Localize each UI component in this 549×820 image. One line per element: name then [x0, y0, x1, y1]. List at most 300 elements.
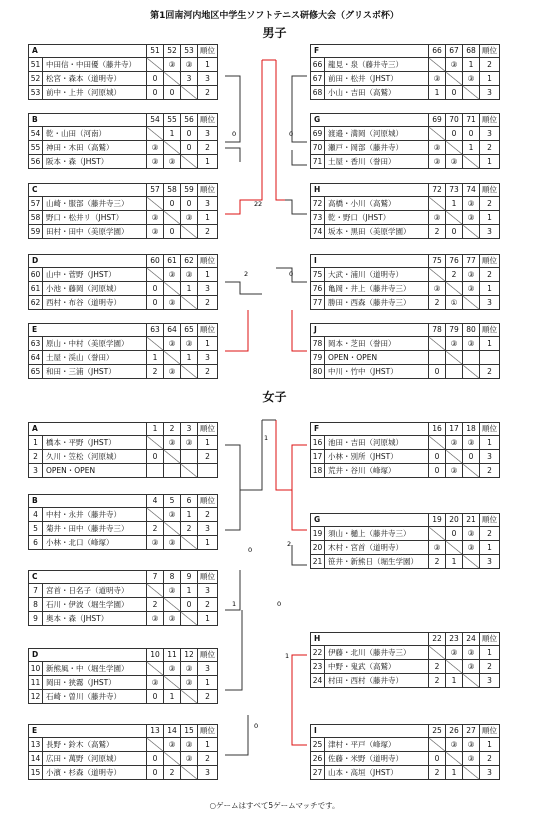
team-number: 67: [311, 72, 325, 86]
group-letter: I: [311, 725, 429, 738]
column-header: 76: [446, 255, 463, 268]
score-cell: 1: [181, 282, 198, 296]
score-cell: 1: [446, 197, 463, 211]
column-header: 60: [147, 255, 164, 268]
score-cell: ③: [446, 646, 463, 660]
team-number: 58: [29, 211, 43, 225]
team-name: 石川・伊波（堀生学園）: [43, 598, 147, 612]
team-name: 久川・笠松（河原城）: [43, 450, 147, 464]
team-number: 6: [29, 536, 43, 550]
score-cell: 2: [429, 660, 446, 674]
score-cell: ③: [164, 536, 181, 550]
bracket-score: 2: [244, 270, 249, 278]
bracket-score: 0: [232, 130, 237, 138]
score-cell: 2: [429, 296, 446, 310]
rank-cell: 3: [198, 72, 218, 86]
team-number: 72: [311, 197, 325, 211]
team-name: 大武・浦川（道明寺）: [325, 268, 429, 282]
score-cell: 1: [181, 584, 198, 598]
bracket-score: 0: [248, 546, 253, 554]
rank-cell: 1: [198, 155, 218, 169]
bracket-score: 0: [289, 130, 294, 138]
column-header: 20: [446, 514, 463, 527]
team-number: 20: [311, 541, 325, 555]
rank-cell: 1: [198, 268, 218, 282]
team-name: 笹井・新熊日（堀生学園）: [325, 555, 429, 569]
team-number: 8: [29, 598, 43, 612]
score-cell: ①: [446, 296, 463, 310]
group-letter: C: [29, 571, 147, 584]
column-header: 12: [181, 649, 198, 662]
score-cell: 2: [147, 598, 164, 612]
score-cell: ③: [463, 337, 480, 351]
column-header: 74: [463, 184, 480, 197]
team-name: 岡田・狭霧（JHST）: [43, 676, 147, 690]
score-cell: ③: [147, 155, 164, 169]
team-name: 石崎・曽川（藤井寺）: [43, 690, 147, 704]
column-header: 21: [463, 514, 480, 527]
rank-header: 順位: [198, 324, 218, 337]
column-header: 15: [181, 725, 198, 738]
rank-header: 順位: [198, 649, 218, 662]
team-name: 中村・永井（藤井寺）: [43, 508, 147, 522]
column-header: 1: [147, 423, 164, 436]
column-header: 16: [429, 423, 446, 436]
team-number: 71: [311, 155, 325, 169]
score-cell: 0: [147, 72, 164, 86]
score-cell: 0: [446, 527, 463, 541]
rank-cell: 2: [198, 752, 218, 766]
rank-cell: 3: [480, 674, 500, 688]
column-header: 26: [446, 725, 463, 738]
score-cell: 1: [463, 141, 480, 155]
team-name: 瀬戸・岡部（藤井寺）: [325, 141, 429, 155]
bracket-score: 1: [285, 652, 290, 660]
team-name: 原山・中村（美原学園）: [43, 337, 147, 351]
column-header: 9: [181, 571, 198, 584]
team-name: 龍見・泉（藤井寺三）: [325, 58, 429, 72]
group-letter: H: [311, 184, 429, 197]
column-header: 6: [181, 495, 198, 508]
score-cell: ③: [164, 584, 181, 598]
score-cell: 0: [463, 127, 480, 141]
rank-header: 順位: [198, 423, 218, 436]
score-cell: ③: [429, 141, 446, 155]
rank-cell: 3: [198, 766, 218, 780]
bracket-score: 0: [289, 270, 294, 278]
rank-cell: 3: [480, 450, 500, 464]
team-name: 長野・鈴木（高鷲）: [43, 738, 147, 752]
team-number: 76: [311, 282, 325, 296]
score-cell: ③: [147, 612, 164, 626]
rank-cell: 3: [198, 662, 218, 676]
rank-cell: 1: [198, 738, 218, 752]
rank-cell: 1: [480, 211, 500, 225]
score-cell: 1: [446, 674, 463, 688]
team-number: 5: [29, 522, 43, 536]
team-name: 和田・三浦（JHST）: [43, 365, 147, 379]
team-name: 西村・布谷（道明寺）: [43, 296, 147, 310]
score-cell: 0: [446, 86, 463, 100]
column-header: 17: [446, 423, 463, 436]
team-name: 小林・別所（JHST）: [325, 450, 429, 464]
team-name: 山中・菅野（JHST）: [43, 268, 147, 282]
column-header: 78: [429, 324, 446, 337]
team-name: 奥本・森（JHST）: [43, 612, 147, 626]
team-name: 神田・木田（高鷲）: [43, 141, 147, 155]
column-header: 71: [463, 114, 480, 127]
tournament-title: 第1回南河内地区中学生ソフトテニス研修大会（グリスボ杯）: [150, 11, 399, 21]
team-number: 25: [311, 738, 325, 752]
score-cell: ③: [463, 738, 480, 752]
score-cell: ③: [463, 268, 480, 282]
score-cell: 0: [181, 127, 198, 141]
column-header: 11: [164, 649, 181, 662]
rank-header: 順位: [198, 184, 218, 197]
score-cell: ③: [164, 436, 181, 450]
score-cell: 0: [463, 450, 480, 464]
rank-cell: 3: [198, 584, 218, 598]
group-letter: I: [311, 255, 429, 268]
rank-cell: 2: [198, 450, 218, 464]
rank-cell: 3: [198, 522, 218, 536]
column-header: 73: [446, 184, 463, 197]
team-number: 56: [29, 155, 43, 169]
score-cell: ③: [164, 365, 181, 379]
team-number: 4: [29, 508, 43, 522]
rank-cell: 1: [480, 738, 500, 752]
score-cell: 1: [164, 690, 181, 704]
score-cell: ③: [147, 141, 164, 155]
score-cell: ③: [181, 676, 198, 690]
team-name: 小池・藤岡（河原城）: [43, 282, 147, 296]
score-cell: ③: [164, 155, 181, 169]
score-cell: ③: [463, 211, 480, 225]
team-number: 9: [29, 612, 43, 626]
column-header: 5: [164, 495, 181, 508]
group-letter: E: [29, 725, 147, 738]
team-number: 80: [311, 365, 325, 379]
score-cell: 1: [181, 508, 198, 522]
rank-cell: 1: [198, 58, 218, 72]
rank-cell: 1: [198, 211, 218, 225]
score-cell: 0: [164, 197, 181, 211]
score-cell: ③: [463, 72, 480, 86]
rank-cell: 2: [198, 225, 218, 239]
group-letter: G: [311, 514, 429, 527]
group-letter: D: [29, 649, 147, 662]
team-number: 77: [311, 296, 325, 310]
score-cell: ③: [181, 738, 198, 752]
score-cell: 0: [164, 86, 181, 100]
rank-cell: 2: [198, 598, 218, 612]
score-cell: ③: [446, 58, 463, 72]
column-header: 54: [147, 114, 164, 127]
column-header: 62: [181, 255, 198, 268]
score-cell: 1: [429, 86, 446, 100]
score-cell: ③: [446, 436, 463, 450]
rank-cell: 3: [198, 197, 218, 211]
score-cell: 0: [147, 752, 164, 766]
team-name: 佐藤・米野（道明寺）: [325, 752, 429, 766]
team-name: OPEN・OPEN: [43, 464, 147, 478]
group-letter: D: [29, 255, 147, 268]
team-name: 阪本・森（JHST）: [43, 155, 147, 169]
group-letter: E: [29, 324, 147, 337]
column-header: 65: [181, 324, 198, 337]
team-name: 前田・松井（JHST）: [325, 72, 429, 86]
group-letter: G: [311, 114, 429, 127]
team-name: 橋本・平野（JHST）: [43, 436, 147, 450]
column-header: 77: [463, 255, 480, 268]
score-cell: 1: [446, 555, 463, 569]
score-cell: 0: [429, 450, 446, 464]
team-number: 17: [311, 450, 325, 464]
team-name: 中野・鬼武（高鷲）: [325, 660, 429, 674]
column-header: 51: [147, 45, 164, 58]
group-letter: A: [29, 45, 147, 58]
score-cell: ③: [446, 155, 463, 169]
rank-cell: 1: [480, 337, 500, 351]
team-name: 岡本・芝田（誉田）: [325, 337, 429, 351]
score-cell: ③: [429, 155, 446, 169]
score-cell: 0: [429, 464, 446, 478]
team-number: 18: [311, 464, 325, 478]
team-name: 菊井・田中（藤井寺三）: [43, 522, 147, 536]
score-cell: 2: [429, 674, 446, 688]
team-number: 22: [311, 646, 325, 660]
rank-cell: 2: [198, 365, 218, 379]
score-cell: ③: [164, 738, 181, 752]
rank-header: 順位: [198, 571, 218, 584]
team-number: 57: [29, 197, 43, 211]
score-cell: ③: [429, 282, 446, 296]
rank-cell: 2: [198, 86, 218, 100]
rank-header: 順位: [480, 45, 500, 58]
column-header: 24: [463, 633, 480, 646]
rank-cell: 2: [480, 268, 500, 282]
score-cell: ③: [181, 436, 198, 450]
rank-cell: 1: [480, 72, 500, 86]
score-cell: 0: [181, 598, 198, 612]
rank-cell: 2: [480, 141, 500, 155]
team-name: 中田信・中田優（藤井寺）: [43, 58, 147, 72]
rank-header: 順位: [480, 324, 500, 337]
score-cell: ③: [164, 508, 181, 522]
team-number: 64: [29, 351, 43, 365]
rank-header: 順位: [480, 255, 500, 268]
footer-note: ○ゲームはすべて5ゲームマッチです。: [209, 801, 340, 810]
score-cell: 0: [181, 141, 198, 155]
team-number: 69: [311, 127, 325, 141]
team-number: 68: [311, 86, 325, 100]
rank-cell: 3: [480, 127, 500, 141]
team-number: 61: [29, 282, 43, 296]
rank-cell: 3: [480, 296, 500, 310]
boys-section-label: 男子: [262, 26, 287, 40]
rank-cell: 2: [480, 365, 500, 379]
team-name: 伊藤・北川（藤井寺三）: [325, 646, 429, 660]
team-number: 59: [29, 225, 43, 239]
column-header: 27: [463, 725, 480, 738]
score-cell: 2: [147, 365, 164, 379]
rank-cell: 1: [480, 646, 500, 660]
rank-header: 順位: [480, 633, 500, 646]
team-name: 小林・北口（峰塚）: [43, 536, 147, 550]
column-header: 58: [164, 184, 181, 197]
bracket-score: 0: [277, 600, 282, 608]
column-header: 3: [181, 423, 198, 436]
group-letter: B: [29, 114, 147, 127]
team-number: 74: [311, 225, 325, 239]
score-cell: ③: [463, 282, 480, 296]
team-name: 宮首・日名子（道明寺）: [43, 584, 147, 598]
rank-header: 順位: [198, 45, 218, 58]
team-number: 26: [311, 752, 325, 766]
rank-cell: 1: [480, 282, 500, 296]
score-cell: 0: [147, 450, 164, 464]
team-number: 21: [311, 555, 325, 569]
team-number: 10: [29, 662, 43, 676]
column-header: 4: [147, 495, 164, 508]
column-header: 61: [164, 255, 181, 268]
rank-header: 順位: [198, 255, 218, 268]
score-cell: ③: [164, 662, 181, 676]
team-name: 木村・宮首（道明寺）: [325, 541, 429, 555]
score-cell: 0: [446, 225, 463, 239]
rank-cell: 2: [480, 464, 500, 478]
team-name: OPEN・OPEN: [325, 351, 429, 365]
score-cell: 1: [164, 127, 181, 141]
column-header: 23: [446, 633, 463, 646]
rank-cell: 2: [480, 58, 500, 72]
team-number: 55: [29, 141, 43, 155]
team-number: 19: [311, 527, 325, 541]
score-cell: ③: [164, 268, 181, 282]
column-header: 52: [164, 45, 181, 58]
column-header: 72: [429, 184, 446, 197]
team-name: 小山・吉田（高鷲）: [325, 86, 429, 100]
team-name: 山崎・服部（藤井寺三）: [43, 197, 147, 211]
rank-cell: 2: [198, 508, 218, 522]
column-header: 75: [429, 255, 446, 268]
team-number: 16: [311, 436, 325, 450]
score-cell: 1: [463, 58, 480, 72]
score-cell: ③: [446, 337, 463, 351]
score-cell: ③: [181, 337, 198, 351]
score-cell: ③: [181, 268, 198, 282]
group-letter: A: [29, 423, 147, 436]
team-name: 坂本・黒田（美原学園）: [325, 225, 429, 239]
bracket-score: 2: [254, 200, 259, 208]
rank-cell: 2: [480, 660, 500, 674]
column-header: 25: [429, 725, 446, 738]
team-name: 村田・西村（藤井寺）: [325, 674, 429, 688]
team-number: 62: [29, 296, 43, 310]
bracket-score: 1: [264, 434, 269, 442]
bracket-score: 2: [287, 540, 292, 548]
group-letter: F: [311, 423, 429, 436]
column-header: 56: [181, 114, 198, 127]
team-number: 63: [29, 337, 43, 351]
score-cell: ③: [147, 676, 164, 690]
rank-header: 順位: [480, 114, 500, 127]
score-cell: 1: [446, 766, 463, 780]
team-number: 2: [29, 450, 43, 464]
rank-header: 順位: [480, 184, 500, 197]
rank-cell: 1: [198, 676, 218, 690]
column-header: 69: [429, 114, 446, 127]
score-cell: ③: [181, 58, 198, 72]
rank-cell: 1: [198, 436, 218, 450]
rank-cell: 3: [198, 351, 218, 365]
column-header: 8: [164, 571, 181, 584]
team-number: 7: [29, 584, 43, 598]
rank-cell: 2: [480, 527, 500, 541]
team-number: 13: [29, 738, 43, 752]
score-cell: 0: [429, 752, 446, 766]
team-name: 土屋・香川（誉田）: [325, 155, 429, 169]
team-name: 新熊風・中（堀生学園）: [43, 662, 147, 676]
score-cell: 0: [147, 86, 164, 100]
score-cell: ③: [446, 464, 463, 478]
rank-header: 順位: [480, 514, 500, 527]
team-number: 54: [29, 127, 43, 141]
score-cell: ③: [429, 211, 446, 225]
column-header: 68: [463, 45, 480, 58]
rank-cell: 3: [480, 766, 500, 780]
column-header: 14: [164, 725, 181, 738]
team-number: 70: [311, 141, 325, 155]
score-cell: 2: [429, 555, 446, 569]
rank-cell: 2: [480, 197, 500, 211]
column-header: 64: [164, 324, 181, 337]
rank-cell: 1: [480, 155, 500, 169]
column-header: 79: [446, 324, 463, 337]
column-header: 55: [164, 114, 181, 127]
score-cell: 0: [147, 690, 164, 704]
team-number: 53: [29, 86, 43, 100]
rank-header: 順位: [198, 495, 218, 508]
team-number: 11: [29, 676, 43, 690]
score-cell: ③: [164, 296, 181, 310]
group-letter: B: [29, 495, 147, 508]
team-name: 野口・松井リ（JHST）: [43, 211, 147, 225]
score-cell: ③: [164, 337, 181, 351]
team-name: 松宮・森本（道明寺）: [43, 72, 147, 86]
team-number: 60: [29, 268, 43, 282]
team-name: 渡邉・満岡（河原城）: [325, 127, 429, 141]
team-number: 3: [29, 464, 43, 478]
score-cell: 0: [147, 766, 164, 780]
score-cell: 3: [181, 72, 198, 86]
column-header: 7: [147, 571, 164, 584]
team-number: 12: [29, 690, 43, 704]
score-cell: 0: [429, 365, 446, 379]
score-cell: 2: [429, 766, 446, 780]
rank-cell: 1: [198, 536, 218, 550]
rank-cell: 2: [198, 296, 218, 310]
score-cell: ③: [429, 541, 446, 555]
team-name: 小濱・杉森（道明寺）: [43, 766, 147, 780]
rank-header: 順位: [198, 725, 218, 738]
team-name: 土屋・渓山（誉田）: [43, 351, 147, 365]
rank-cell: 3: [480, 86, 500, 100]
rank-cell: 3: [480, 225, 500, 239]
score-cell: ③: [463, 527, 480, 541]
team-name: 勝田・西森（藤井寺三）: [325, 296, 429, 310]
column-header: 63: [147, 324, 164, 337]
